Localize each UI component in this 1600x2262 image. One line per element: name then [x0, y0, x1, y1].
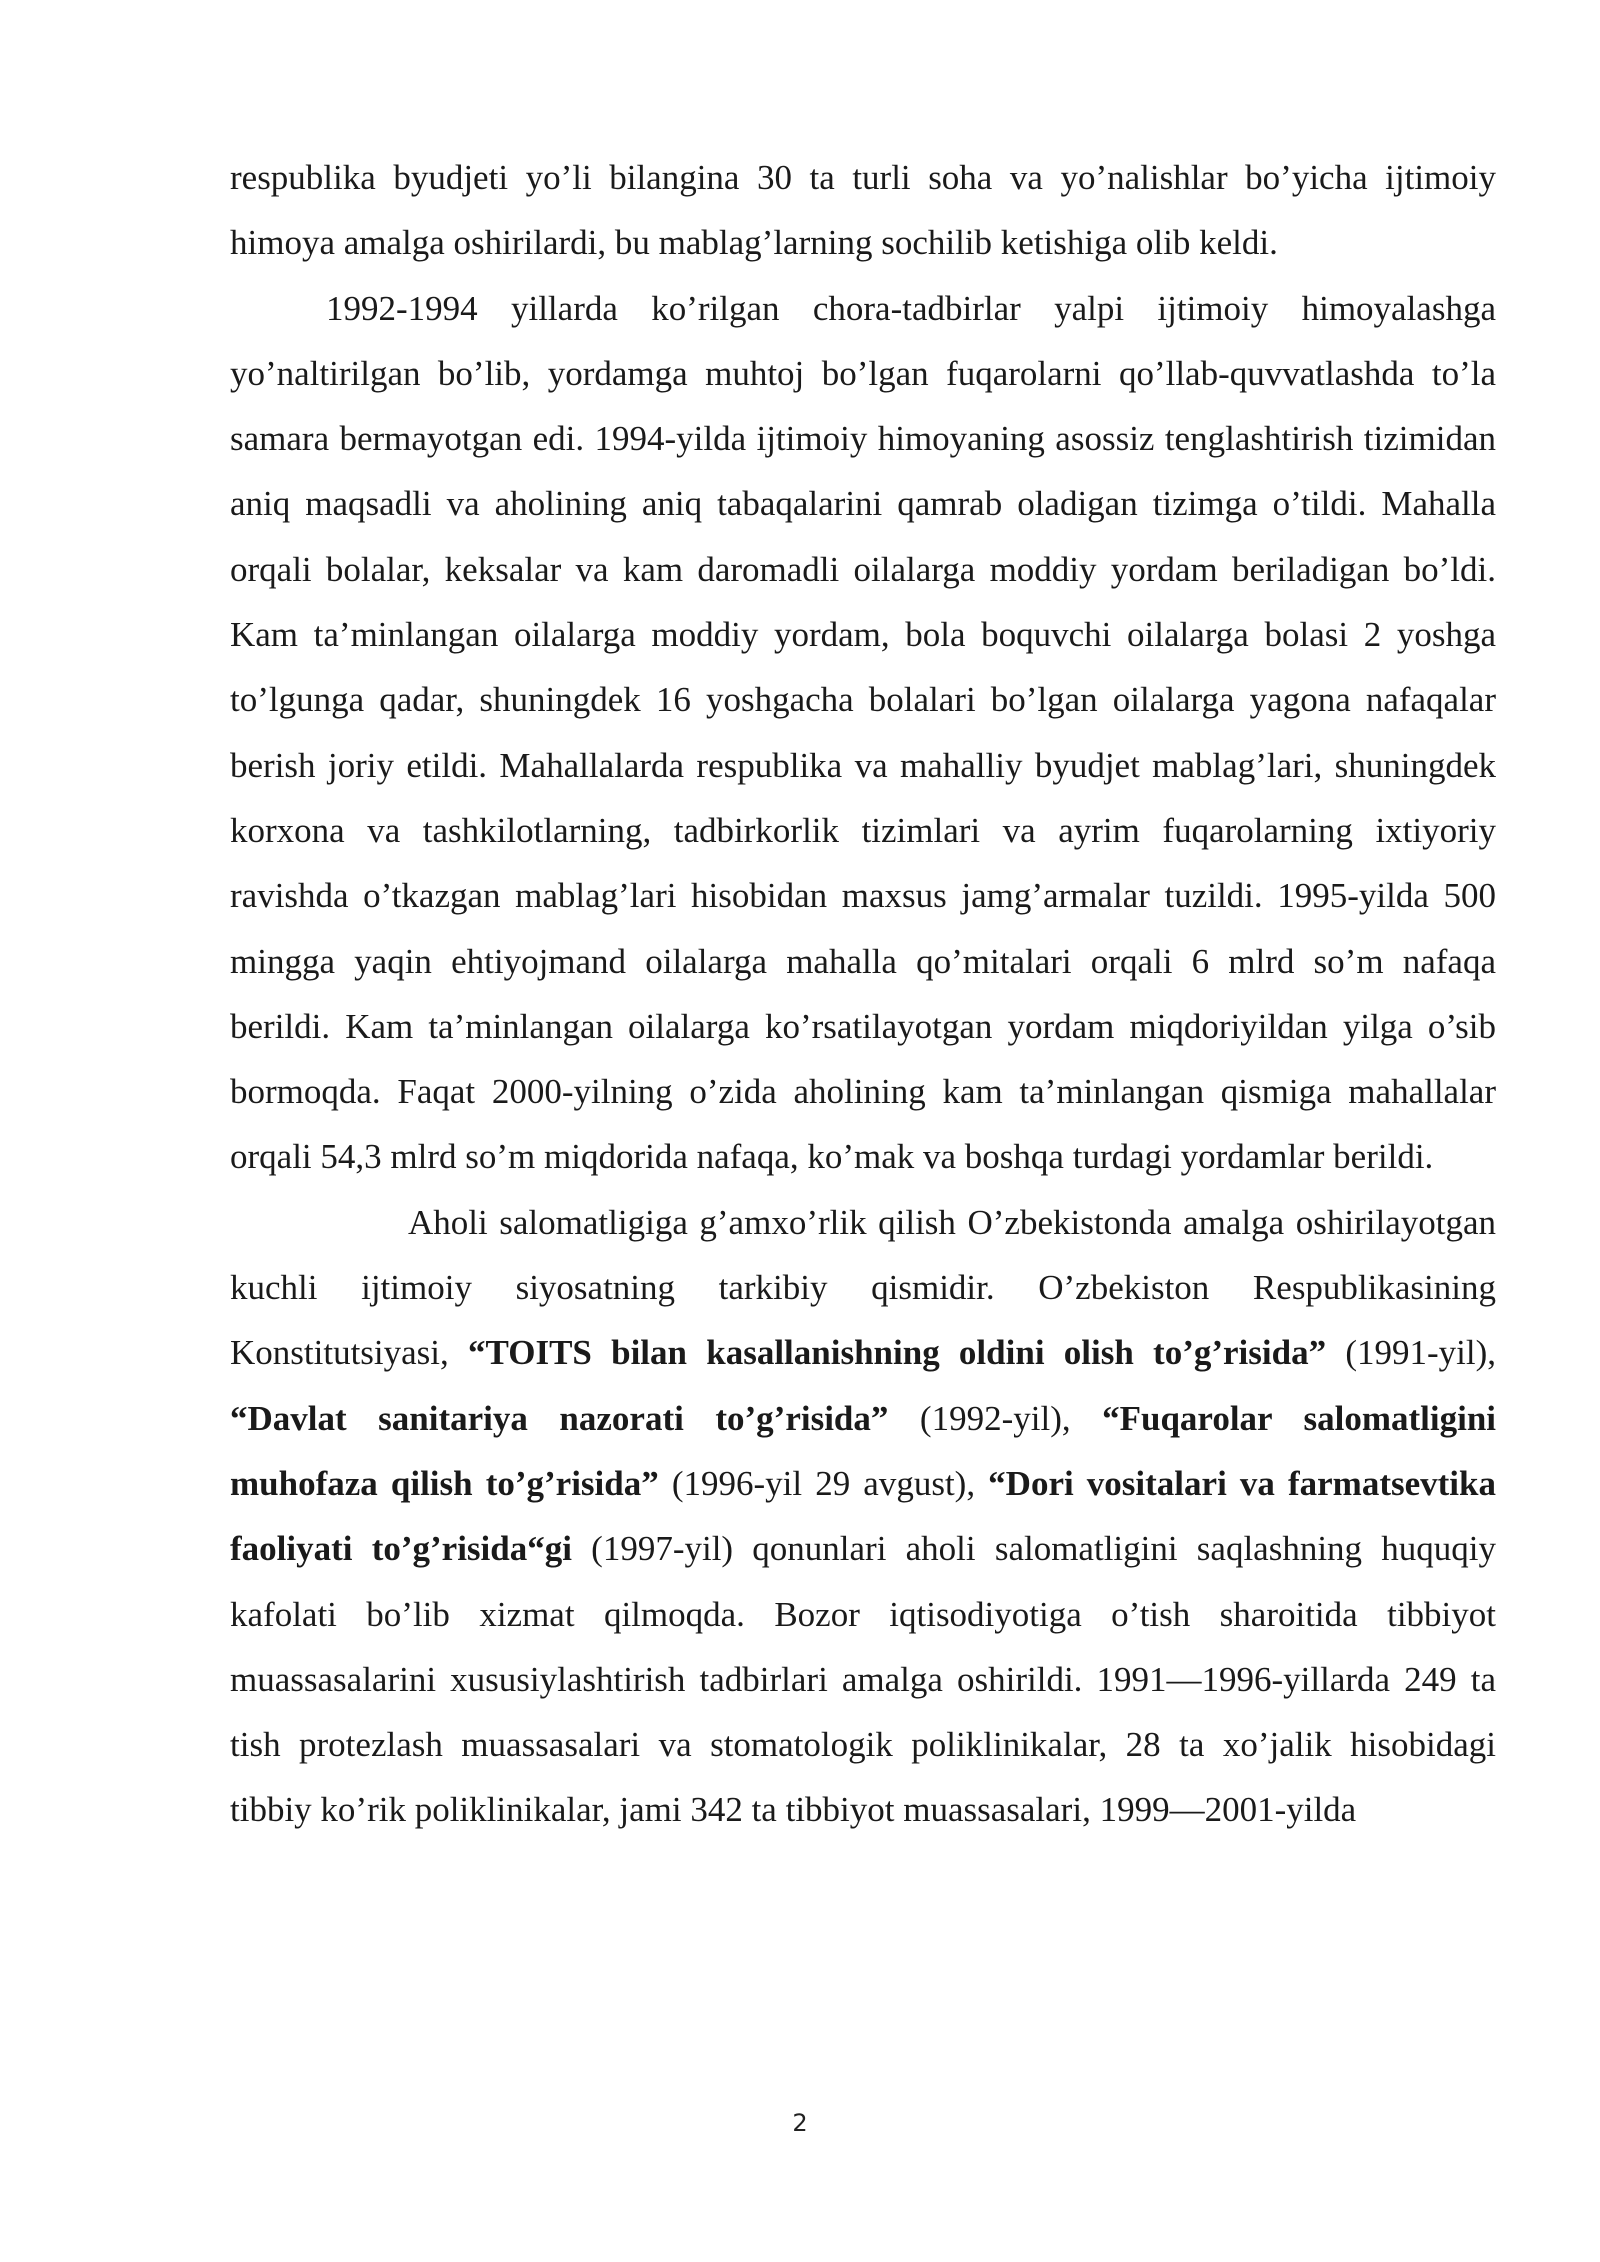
paragraph-social-protection-reforms: 1992-1994 yillarda ko’rilgan chora-tadbirlar yalpi ijtimoiy himoyalashga yo’naltirilgan bo’lib, yordamga muhtoj bo’lgan fuqarolarni qo’llab-quvvatlashda to’la samara bermayotgan edi. 1994-yilda ijtimoiy himoyaning asossiz tenglashtirish tizimidan aniq maqsadli va aholining aniq tabaqalarini qamrab oladigan tizimga o’tildi. Mahalla orqali bolalar, keksalar va kam daromadli oilalarga moddiy yordam beriladigan bo’ldi. Kam ta’minlangan oilalarga moddiy yordam, bola boquvchi oilalarga bolasi 2 yoshga to’lgunga qadar, shuningdek 16 yoshgacha bolalari bo’lgan oilalarga yagona nafaqalar berish joriy etildi. Mahallalarda respublika va mahalliy byudjet mablag’lari, shuningdek korxona va tashkilotlarning, tadbirkorlik tizimlari va ayrim fuqarolarning ixtiyoriy ravishda o’tkazgan mablag’lari hisobidan maxsus jamg’armalar tuzildi. 1995-yilda 500 mingga yaqin ehtiyojmand oilalarga mahalla qo’mitalari orqali 6 mlrd so’m nafaqa berildi. Kam ta’minlangan oilalarga ko’rsatilayotgan yordam miqdoriyildan yilga o’sib bormoqda. Faqat 2000-yilning o’zida aholining kam ta’minlangan qismiga mahallalar orqali 54,3 mlrd so’m miqdorida nafaqa, ko’mak va boshqa turdagi yordamlar berildi.	[230, 288, 1496, 1177]
paragraph-social-protection-budget: respublika byudjeti yo’li bilangina 30 ta turli soha va yo’nalishlar bo’yicha ijtimoiy himoya amalga oshirilardi, bu mablag’larning sochilib ketishiga olib keldi.	[230, 158, 1496, 263]
text-run: (1996-yil 29 avgust),	[658, 1463, 989, 1503]
law-title-sanitary: “Davlat sanitariya nazorati to’g’risida”	[230, 1398, 889, 1438]
law-title-health-protection: “Fuqarolar salomatligini muhofaza qilish to’g’risida”	[230, 1398, 1497, 1503]
law-title-aids: “TOITS bilan kasallanishning oldini olish to’g’risida”	[468, 1333, 1327, 1373]
paragraph-public-health	[230, 1190, 1496, 1843]
text-run: (1991-yil),	[1326, 1333, 1496, 1373]
text-run: (1997-yil) qonunlari aholi salomatligini saqlashning huquqiy kafolati bo’lib xizmat qilmoqda. Bozor iqtisodiyotiga o’tish sharoitida tibbiyot muassasalarini xususiylashtirish tadbirlari amalga oshirildi. 1991—1996-yillarda 249 ta tish protezlash muassasalari va stomatologik poliklinikalar, 28 ta xo’jalik hisobidagi tibbiy ko’rik poliklinikalar, jami 342 ta tibbiyot muassasalari, 1999—2001-yilda	[230, 1529, 1496, 1830]
text-run: Aholi salomatligiga g’amxo’rlik qilish O’zbekistonda amalga oshirilayotgan kuchli ijtimoiy siyosatning tarkibiy qismidir. O’zbekiston Respublikasining Konstitutsiyasi,	[230, 1202, 1496, 1373]
law-title-pharmaceutical: “Dori vositalari va farmatsevtika faoliyati to’g’risida“gi	[230, 1463, 1496, 1569]
document-page	[230, 145, 1496, 1843]
text-run: (1992-yil),	[888, 1398, 1103, 1438]
page-number: 2	[792, 2109, 808, 2137]
